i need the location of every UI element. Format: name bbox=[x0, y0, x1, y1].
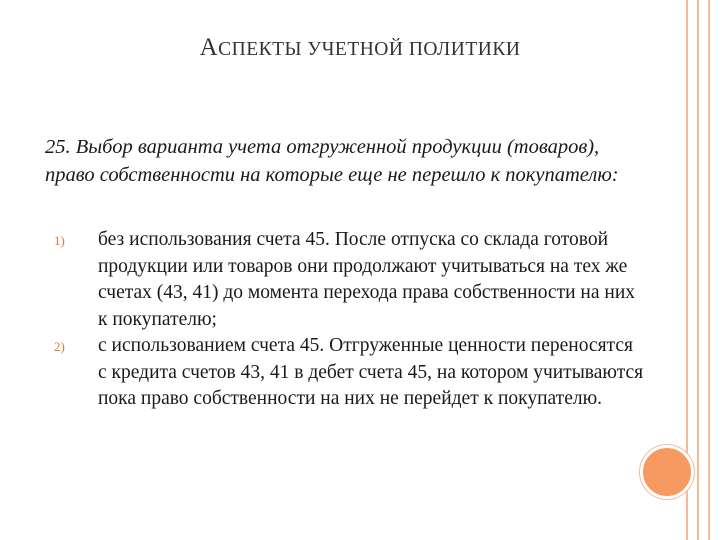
list-item-text: без использования счета 45. После отпуска со склада готовой продукции или товаров они продолжают учитываться на тех же счетах (43, 41) до момента перехода права собственности на них к покупателю; bbox=[98, 229, 636, 330]
numbered-list bbox=[45, 227, 645, 413]
slide-title-rest: СПЕКТЫ УЧЕТНОЙ ПОЛИТИКИ bbox=[218, 39, 521, 60]
list-marker: 2) bbox=[54, 339, 65, 354]
slide-title-first-letter: А bbox=[199, 34, 219, 61]
intro-paragraph: 25. Выбор варианта учета отгруженной продукции (товаров), право собственности на которые еще не перешло к покупателю: bbox=[45, 136, 619, 186]
list-item-text: с использованием счета 45. Отгруженные ценности переносятся с кредита счетов 43, 41 в дебет счета 45, на котором учитываются пока право собственности на них не перейдет к покупателю. bbox=[98, 335, 644, 409]
list-item bbox=[45, 333, 645, 413]
decorative-circle bbox=[640, 445, 694, 499]
list-marker: 1) bbox=[54, 233, 65, 248]
decorative-line bbox=[708, 0, 710, 540]
slide-title bbox=[0, 34, 720, 62]
decorative-line bbox=[697, 0, 699, 540]
list-item bbox=[45, 227, 645, 333]
